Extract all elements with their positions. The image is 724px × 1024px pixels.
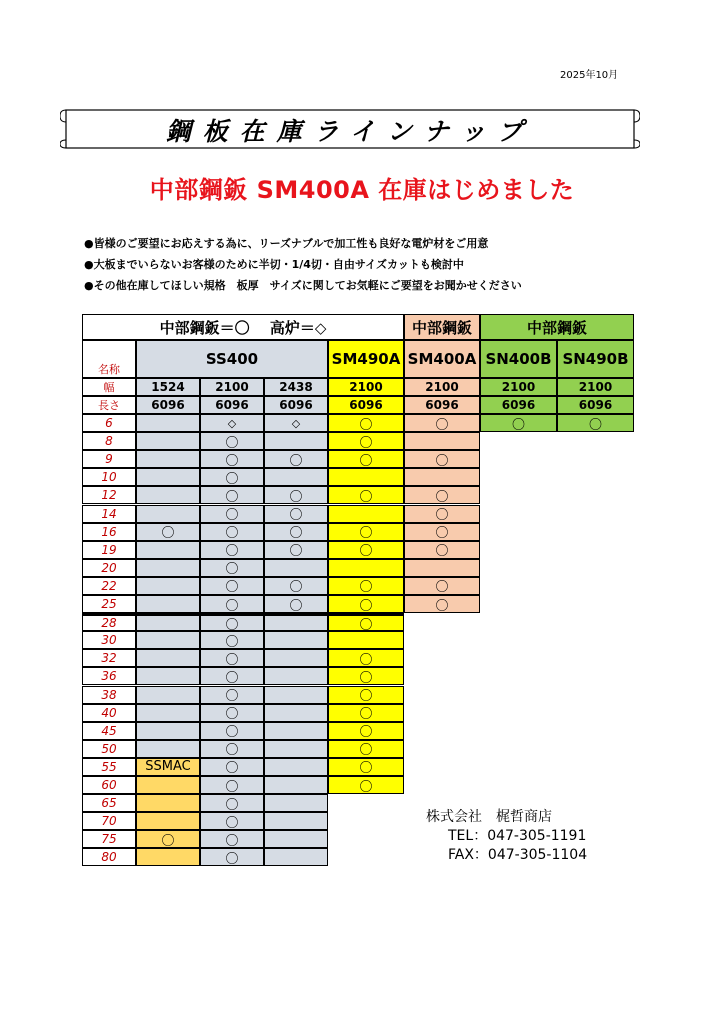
stock-mark: 〇 [328, 595, 404, 613]
length-cell: 6096 [200, 396, 264, 414]
stock-mark: 〇 [200, 704, 264, 722]
grade-sm400a: SM400A [404, 340, 480, 378]
thickness-label: 80 [82, 848, 136, 866]
thickness-label: 45 [82, 722, 136, 740]
stock-mark: 〇 [264, 595, 328, 613]
note-item: ●皆様のご要望にお応えする為に、リーズナブルで加工性も良好な電炉材をご用意 [84, 237, 489, 250]
grade-sn490b: SN490B [557, 340, 634, 378]
stock-mark: 〇 [328, 414, 404, 432]
stock-mark [264, 722, 328, 740]
stock-mark: 〇 [200, 722, 264, 740]
stock-mark [328, 468, 404, 486]
stock-mark [264, 758, 328, 776]
thickness-label: 70 [82, 812, 136, 830]
stock-mark [136, 541, 200, 559]
stock-mark: 〇 [200, 794, 264, 812]
stock-mark: 〇 [328, 667, 404, 685]
stock-mark [264, 667, 328, 685]
stock-mark [404, 468, 480, 486]
stock-mark [264, 649, 328, 667]
stock-mark: 〇 [200, 812, 264, 830]
stock-mark: 〇 [200, 613, 264, 631]
stock-mark [136, 812, 200, 830]
stock-mark: 〇 [404, 450, 480, 468]
stock-mark [264, 812, 328, 830]
company-fax: FAX：047-305-1104 [448, 847, 588, 863]
thickness-label: 8 [82, 432, 136, 450]
stock-mark: 〇 [200, 432, 264, 450]
stock-mark: 〇 [200, 686, 264, 704]
thickness-label: 36 [82, 667, 136, 685]
thickness-label: 20 [82, 559, 136, 577]
note-item: ●その他在庫してほしい規格 板厚 サイズに関してお気軽にご要望をお聞かせください [84, 279, 522, 292]
stock-mark: 〇 [200, 468, 264, 486]
stock-mark [136, 686, 200, 704]
stock-mark: 〇 [328, 613, 404, 631]
stock-mark: 〇 [264, 541, 328, 559]
stock-mark [264, 776, 328, 794]
thickness-label: 14 [82, 505, 136, 523]
stock-mark: 〇 [200, 595, 264, 613]
stock-mark [136, 577, 200, 595]
stock-mark: 〇 [200, 450, 264, 468]
stock-mark [136, 794, 200, 812]
company-tel: TEL：047-305-1191 [448, 828, 587, 844]
stock-mark: 〇 [404, 414, 480, 432]
stock-mark: 〇 [328, 432, 404, 450]
stock-mark: 〇 [200, 577, 264, 595]
stock-mark: 〇 [200, 523, 264, 541]
stock-mark [404, 432, 480, 450]
stock-mark: 〇 [200, 848, 264, 866]
stock-mark [136, 432, 200, 450]
note-item: ●大板までいらないお客様のために半切・1/4切・自由サイズカットも検討中 [84, 258, 464, 271]
stock-mark: 〇 [200, 740, 264, 758]
stock-mark: 〇 [404, 541, 480, 559]
width-cell: 2100 [200, 378, 264, 396]
stock-mark: 〇 [328, 541, 404, 559]
grade-sm490a: SM490A [328, 340, 404, 378]
stock-mark: 〇 [136, 523, 200, 541]
stock-mark [264, 613, 328, 631]
stock-mark: 〇 [328, 577, 404, 595]
length-cell: 6096 [264, 396, 328, 414]
stock-mark: 〇 [328, 740, 404, 758]
company-name: 株式会社 梶哲商店 [426, 809, 552, 825]
thickness-label: 9 [82, 450, 136, 468]
stock-mark: 〇 [404, 577, 480, 595]
stock-mark [136, 559, 200, 577]
stock-mark: 〇 [200, 631, 264, 649]
stock-mark: 〇 [328, 686, 404, 704]
thickness-label: 30 [82, 631, 136, 649]
stock-mark [264, 848, 328, 866]
stock-mark: 〇 [200, 830, 264, 848]
stock-mark [264, 704, 328, 722]
stock-mark [264, 830, 328, 848]
grade-ss400: SS400 [136, 340, 328, 378]
stock-mark: 〇 [328, 704, 404, 722]
legend-header: 中部鋼鈑＝〇 高炉＝◇ [82, 314, 404, 340]
width-cell: 2100 [557, 378, 634, 396]
width-cell: 1524 [136, 378, 200, 396]
thickness-label: 50 [82, 740, 136, 758]
name-row-label: 名称 [82, 340, 136, 378]
stock-mark: 〇 [404, 505, 480, 523]
stock-mark [136, 613, 200, 631]
width-row-label: 幅 [82, 378, 136, 396]
stock-mark [264, 468, 328, 486]
issue-date: 2025年10月 [560, 70, 619, 81]
thickness-label: 12 [82, 486, 136, 504]
stock-mark: 〇 [404, 486, 480, 504]
thickness-label: 10 [82, 468, 136, 486]
company-info [426, 808, 587, 865]
width-cell: 2438 [264, 378, 328, 396]
stock-mark [264, 631, 328, 649]
stock-mark: 〇 [328, 523, 404, 541]
thickness-label: 38 [82, 686, 136, 704]
length-row-label: 長さ [82, 396, 136, 414]
stock-mark [328, 631, 404, 649]
stock-mark: 〇 [557, 414, 634, 432]
stock-mark [136, 722, 200, 740]
thickness-label: 19 [82, 541, 136, 559]
thickness-label: 65 [82, 794, 136, 812]
headline: 中部鋼鈑 SM400A 在庫はじめました [149, 176, 575, 204]
stock-mark: 〇 [200, 649, 264, 667]
stock-mark: 〇 [200, 776, 264, 794]
thickness-label: 22 [82, 577, 136, 595]
stock-mark: 〇 [328, 758, 404, 776]
stock-mark [136, 486, 200, 504]
stock-mark: 〇 [200, 486, 264, 504]
stock-mark [264, 686, 328, 704]
page-title: 鋼板在庫ラインナップ [165, 117, 535, 146]
stock-mark: 〇 [480, 414, 557, 432]
stock-mark [136, 649, 200, 667]
stock-mark [136, 414, 200, 432]
stock-mark: 〇 [328, 486, 404, 504]
stock-mark [136, 468, 200, 486]
stock-mark [264, 794, 328, 812]
stock-mark: 〇 [328, 649, 404, 667]
group-header-sn: 中部鋼鈑 [480, 314, 634, 340]
stock-mark: 〇 [200, 505, 264, 523]
stock-mark: 〇 [264, 486, 328, 504]
stock-mark [136, 631, 200, 649]
stock-mark [136, 667, 200, 685]
stock-mark [264, 432, 328, 450]
stock-mark: ◇ [264, 414, 328, 432]
stock-mark [404, 559, 480, 577]
grade-sn400b: SN400B [480, 340, 557, 378]
stock-mark [136, 505, 200, 523]
thickness-label: 28 [82, 613, 136, 631]
length-cell: 6096 [480, 396, 557, 414]
thickness-label: 60 [82, 776, 136, 794]
stock-mark: 〇 [264, 450, 328, 468]
stock-mark: 〇 [264, 505, 328, 523]
stock-mark [136, 450, 200, 468]
stock-mark: ◇ [200, 414, 264, 432]
stock-mark: 〇 [404, 523, 480, 541]
thickness-label: 6 [82, 414, 136, 432]
width-cell: 2100 [328, 378, 404, 396]
thickness-label: 75 [82, 830, 136, 848]
thickness-label: 16 [82, 523, 136, 541]
stock-mark: 〇 [200, 541, 264, 559]
stock-mark [328, 559, 404, 577]
stock-mark [136, 704, 200, 722]
thickness-label: 55 [82, 758, 136, 776]
width-cell: 2100 [480, 378, 557, 396]
stock-mark: 〇 [200, 667, 264, 685]
stock-mark [136, 848, 200, 866]
stock-mark: 〇 [328, 776, 404, 794]
thickness-label: 32 [82, 649, 136, 667]
stock-mark: 〇 [328, 722, 404, 740]
stock-mark [136, 776, 200, 794]
stock-mark [328, 505, 404, 523]
stock-mark: 〇 [264, 523, 328, 541]
stock-mark: 〇 [200, 559, 264, 577]
length-cell: 6096 [136, 396, 200, 414]
length-cell: 6096 [328, 396, 404, 414]
stock-mark [136, 740, 200, 758]
stock-mark [136, 595, 200, 613]
stock-mark: 〇 [404, 595, 480, 613]
stock-mark: 〇 [136, 830, 200, 848]
length-cell: 6096 [557, 396, 634, 414]
stock-mark: 〇 [264, 577, 328, 595]
thickness-label: 40 [82, 704, 136, 722]
stock-mark: 〇 [200, 758, 264, 776]
length-cell: 6096 [404, 396, 480, 414]
ssmac-label: SSMAC [136, 758, 200, 776]
stock-mark [264, 740, 328, 758]
thickness-label: 25 [82, 595, 136, 613]
stock-mark [264, 559, 328, 577]
stock-mark: 〇 [328, 450, 404, 468]
width-cell: 2100 [404, 378, 480, 396]
group-header-sm400a: 中部鋼鈑 [404, 314, 480, 340]
